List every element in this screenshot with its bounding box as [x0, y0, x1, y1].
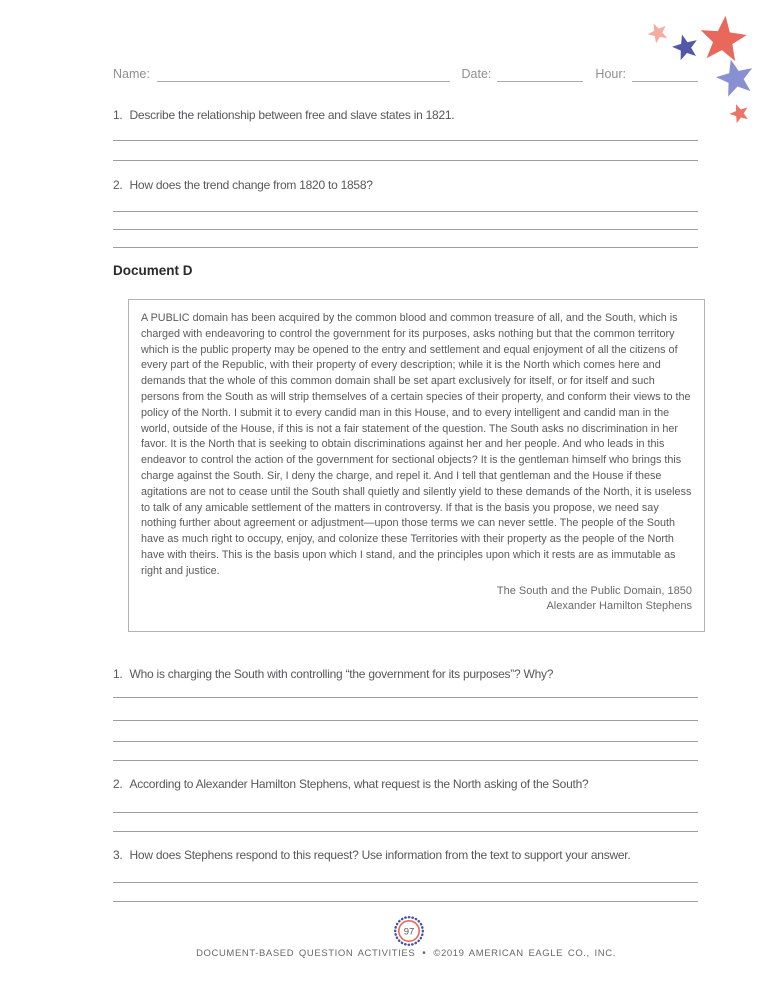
question-text: 1. Who is charging the South with controlling “the government for its purposes”? Why? [113, 667, 554, 681]
question-number: 2. [113, 777, 123, 791]
question-number: 1. [113, 108, 123, 122]
question-number: 2. [113, 178, 123, 192]
question-number: 3. [113, 848, 123, 862]
name-label: Name: [113, 67, 150, 81]
source-title: The South and the Public Domain, 1850 [496, 584, 692, 597]
question-top-2 [113, 176, 698, 248]
footer-series-title: DOCUMENT-BASED QUESTION ACTIVITIES [196, 948, 416, 959]
answer-line [113, 124, 698, 141]
answer-line [113, 793, 698, 813]
question-doc-2 [113, 775, 698, 832]
answer-line [113, 141, 698, 161]
question-text: 1. Describe the relationship between free and slave states in 1821. [113, 108, 455, 122]
hour-label: Hour: [595, 67, 626, 81]
question-top-1 [113, 106, 698, 161]
footer-copyright: ©2019 AMERICAN EAGLE CO., INC. [433, 948, 616, 959]
date-blank-line [497, 67, 583, 82]
hour-blank-line [632, 67, 698, 82]
answer-line [113, 742, 698, 761]
document-quote-text: A PUBLIC domain has been acquired by the common blood and common treasure of all, and the South, which is charged with endeavoring to control the government for its purposes, asks nothing but that the common territory which is the public property may be opened to the entry and settlement and equal enjoyment of all the citizens of every part of the Republic, with their property of every description; while it is the North which comes here and demands that the whole of this common domain shall be set apart exclusively for itself, or for itself and such persons from the South as will strip themselves of a certain species of their property, and conform their views to the policy of the North. I submit it to every candid man in this House, and to every intelligent and candid man in the world, outside of the House, if this is not a fair statement of the question. The South asks no discrimination in her favor. It is the North that is seeking to obtain discriminations against her and her people. And who leads in this endeavor to control the action of the government for sectional objects? It is the gentleman himself who brings this charge against the South. Sir, I deny the charge, and repel it. And I tell that gentleman and the House if these agitations are not to cease until the South shall quietly and silently yield to these demands of the North, it is useless to talk of any amicable settlement of the matters in controversy. If that is the basis you propose, we need say nothing further about agreement or adjustment—upon those terms we can never settle. The people of the South have as much right to occupy, enjoy, and colonize these Territories with their property as the people of the North have with theirs. This is the basis upon which I stand, and the principles upon which it rests are as immutable as right and justice. [141, 312, 692, 577]
answer-line [113, 883, 698, 902]
question-doc-3 [113, 846, 698, 902]
name-blank-line [157, 67, 450, 82]
question-doc-1 [113, 665, 698, 761]
answer-line [113, 721, 698, 742]
header-fill-in-row [113, 66, 698, 82]
document-source [141, 584, 692, 615]
document-quote-box [128, 299, 705, 632]
question-number: 1. [113, 667, 123, 681]
question-text: 2. How does the trend change from 1820 to 1858? [113, 178, 373, 192]
date-label: Date: [461, 67, 492, 81]
footer-credit [40, 948, 772, 959]
answer-line [113, 230, 698, 248]
answer-line [113, 698, 698, 721]
page-number-badge [393, 915, 425, 947]
question-text: 3. How does Stephens respond to this request? Use information from the text to support your answer. [113, 848, 631, 862]
page-number: 97 [403, 926, 415, 938]
answer-line [113, 683, 698, 698]
answer-line [113, 864, 698, 883]
periwinkle-star-icon [708, 51, 763, 106]
document-heading: Document D [113, 263, 193, 278]
answer-line [113, 813, 698, 832]
question-text: 2. According to Alexander Hamilton Stephens, what request is the North asking of the South? [113, 777, 589, 791]
footer-bullet: • [422, 948, 427, 959]
answer-line [113, 212, 698, 230]
answer-line [113, 194, 698, 212]
source-author: Alexander Hamilton Stephens [546, 600, 692, 613]
